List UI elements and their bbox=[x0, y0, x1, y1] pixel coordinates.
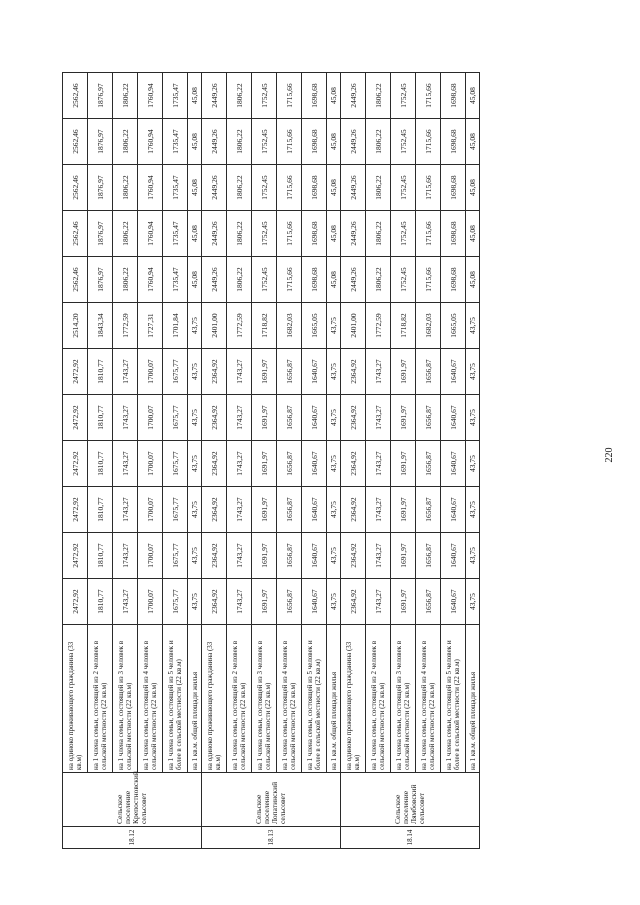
value-cell: 1876,97 bbox=[88, 257, 113, 303]
value-cell: 2401,00 bbox=[341, 303, 366, 349]
value-cell: 1760,94 bbox=[138, 165, 163, 211]
section-number: 18.14 bbox=[341, 827, 480, 849]
value-cell: 1640,67 bbox=[441, 487, 466, 533]
value-cell: 1743,27 bbox=[227, 395, 252, 441]
value-cell: 2364,92 bbox=[341, 579, 366, 625]
value-cell: 1876,97 bbox=[88, 119, 113, 165]
value-cell: 1715,66 bbox=[416, 165, 441, 211]
value-cell: 1656,87 bbox=[416, 349, 441, 395]
value-cell: 43,75 bbox=[466, 441, 480, 487]
value-cell: 1691,97 bbox=[252, 395, 277, 441]
rates-table bbox=[62, 72, 480, 849]
table-row bbox=[441, 73, 466, 849]
category-cell: на одиноко проживающего гражданина (33 кв.м) bbox=[63, 625, 88, 773]
value-cell: 2449,26 bbox=[341, 165, 366, 211]
value-cell: 1743,27 bbox=[227, 441, 252, 487]
value-cell: 1698,68 bbox=[302, 119, 327, 165]
rates-table-body bbox=[63, 73, 480, 849]
value-cell: 2364,92 bbox=[202, 441, 227, 487]
value-cell: 1876,97 bbox=[88, 211, 113, 257]
value-cell: 2449,26 bbox=[202, 257, 227, 303]
value-cell: 1656,87 bbox=[416, 441, 441, 487]
value-cell: 1806,22 bbox=[366, 257, 391, 303]
value-cell: 1743,27 bbox=[113, 579, 138, 625]
value-cell: 1656,87 bbox=[277, 487, 302, 533]
value-cell: 1691,97 bbox=[252, 579, 277, 625]
value-cell: 2562,46 bbox=[63, 73, 88, 119]
table-row bbox=[63, 73, 88, 849]
value-cell: 1640,67 bbox=[441, 579, 466, 625]
value-cell: 1656,87 bbox=[277, 441, 302, 487]
value-cell: 1806,22 bbox=[366, 73, 391, 119]
value-cell: 43,75 bbox=[188, 487, 202, 533]
value-cell: 1656,87 bbox=[277, 533, 302, 579]
value-cell: 43,75 bbox=[466, 349, 480, 395]
value-cell: 1698,68 bbox=[441, 257, 466, 303]
value-cell: 1752,45 bbox=[252, 257, 277, 303]
value-cell: 43,75 bbox=[466, 395, 480, 441]
value-cell: 1743,27 bbox=[366, 395, 391, 441]
value-cell: 43,75 bbox=[188, 579, 202, 625]
value-cell: 45,08 bbox=[327, 165, 341, 211]
value-cell: 1715,66 bbox=[416, 211, 441, 257]
value-cell: 1698,68 bbox=[302, 73, 327, 119]
value-cell: 45,08 bbox=[327, 119, 341, 165]
value-cell: 1656,87 bbox=[416, 533, 441, 579]
value-cell: 1715,66 bbox=[277, 165, 302, 211]
table-row bbox=[138, 73, 163, 849]
value-cell: 1656,87 bbox=[416, 487, 441, 533]
category-cell: на 1 члена семьи, состоящей из 4 человек в сельской местности (22 кв.м) bbox=[277, 625, 302, 773]
value-cell: 1810,77 bbox=[88, 349, 113, 395]
value-cell: 1698,68 bbox=[302, 165, 327, 211]
value-cell: 43,75 bbox=[466, 487, 480, 533]
value-cell: 2472,92 bbox=[63, 441, 88, 487]
value-cell: 1700,07 bbox=[138, 487, 163, 533]
value-cell: 1810,77 bbox=[88, 487, 113, 533]
category-cell: на одиноко проживающего гражданина (33 кв.м) bbox=[202, 625, 227, 773]
value-cell: 1640,67 bbox=[441, 395, 466, 441]
value-cell: 1760,94 bbox=[138, 73, 163, 119]
value-cell: 45,08 bbox=[188, 73, 202, 119]
value-cell: 1806,22 bbox=[113, 165, 138, 211]
value-cell: 1715,66 bbox=[277, 119, 302, 165]
value-cell: 1760,94 bbox=[138, 257, 163, 303]
value-cell: 1691,97 bbox=[391, 395, 416, 441]
table-row bbox=[252, 73, 277, 849]
value-cell: 2562,46 bbox=[63, 165, 88, 211]
value-cell: 43,75 bbox=[327, 349, 341, 395]
category-cell: на 1 члена семьи, состоящей из 3 человек в сельской местности (22 кв.м) bbox=[391, 625, 416, 773]
category-cell: на одиноко проживающего гражданина (33 кв.м) bbox=[341, 625, 366, 773]
value-cell: 43,75 bbox=[188, 349, 202, 395]
value-cell: 1772,59 bbox=[227, 303, 252, 349]
category-cell: на 1 кв.м. общей площади жилья bbox=[327, 625, 341, 773]
value-cell: 1735,47 bbox=[163, 73, 188, 119]
value-cell: 1806,22 bbox=[113, 211, 138, 257]
value-cell: 1743,27 bbox=[227, 487, 252, 533]
value-cell: 1752,45 bbox=[252, 211, 277, 257]
value-cell: 1718,82 bbox=[252, 303, 277, 349]
table-row bbox=[88, 73, 113, 849]
value-cell: 1752,45 bbox=[252, 73, 277, 119]
table-row bbox=[163, 73, 188, 849]
value-cell: 2364,92 bbox=[341, 349, 366, 395]
value-cell: 2364,92 bbox=[202, 487, 227, 533]
value-cell: 1806,22 bbox=[227, 211, 252, 257]
value-cell: 45,08 bbox=[188, 211, 202, 257]
value-cell: 1806,22 bbox=[113, 73, 138, 119]
category-cell: на 1 члена семьи, состоящей из 5 человек и более в сельской местности (22 кв.м) bbox=[441, 625, 466, 773]
value-cell: 1640,67 bbox=[302, 533, 327, 579]
value-cell: 1752,45 bbox=[252, 165, 277, 211]
value-cell: 1700,07 bbox=[138, 579, 163, 625]
table-row bbox=[366, 73, 391, 849]
value-cell: 1640,67 bbox=[302, 395, 327, 441]
value-cell: 1752,45 bbox=[391, 119, 416, 165]
value-cell: 1700,07 bbox=[138, 349, 163, 395]
value-cell: 1700,07 bbox=[138, 441, 163, 487]
value-cell: 1698,68 bbox=[302, 211, 327, 257]
value-cell: 43,75 bbox=[327, 395, 341, 441]
value-cell: 1698,68 bbox=[441, 119, 466, 165]
table-row bbox=[416, 73, 441, 849]
value-cell: 2449,26 bbox=[341, 73, 366, 119]
value-cell: 1810,77 bbox=[88, 533, 113, 579]
value-cell: 1743,27 bbox=[366, 349, 391, 395]
settlement-name: Сельское поселение Лямбовский сельсовет bbox=[341, 773, 480, 827]
value-cell: 2364,92 bbox=[202, 395, 227, 441]
value-cell: 1806,22 bbox=[227, 73, 252, 119]
value-cell: 1806,22 bbox=[113, 119, 138, 165]
value-cell: 2449,26 bbox=[202, 211, 227, 257]
value-cell: 1691,97 bbox=[391, 579, 416, 625]
value-cell: 1806,22 bbox=[227, 165, 252, 211]
value-cell: 1743,27 bbox=[113, 533, 138, 579]
value-cell: 45,08 bbox=[327, 257, 341, 303]
value-cell: 43,75 bbox=[327, 441, 341, 487]
value-cell: 43,75 bbox=[327, 579, 341, 625]
value-cell: 2449,26 bbox=[341, 119, 366, 165]
value-cell: 1691,97 bbox=[252, 487, 277, 533]
value-cell: 2401,00 bbox=[202, 303, 227, 349]
value-cell: 1675,77 bbox=[163, 487, 188, 533]
value-cell: 1806,22 bbox=[113, 257, 138, 303]
value-cell: 1640,67 bbox=[302, 349, 327, 395]
value-cell: 1718,82 bbox=[391, 303, 416, 349]
value-cell: 1640,67 bbox=[302, 579, 327, 625]
value-cell: 1682,03 bbox=[416, 303, 441, 349]
value-cell: 1691,97 bbox=[252, 533, 277, 579]
value-cell: 1675,77 bbox=[163, 395, 188, 441]
value-cell: 43,75 bbox=[188, 441, 202, 487]
value-cell: 1727,31 bbox=[138, 303, 163, 349]
category-cell: на 1 члена семьи, состоящей из 2 человек в сельской местности (22 кв.м) bbox=[88, 625, 113, 773]
value-cell: 2449,26 bbox=[202, 73, 227, 119]
value-cell: 1691,97 bbox=[252, 441, 277, 487]
value-cell: 1806,22 bbox=[227, 119, 252, 165]
value-cell: 1843,34 bbox=[88, 303, 113, 349]
value-cell: 1806,22 bbox=[366, 119, 391, 165]
settlement-name: Сельское поселение Лопатинский сельсовет bbox=[202, 773, 341, 827]
value-cell: 1810,77 bbox=[88, 441, 113, 487]
value-cell: 45,08 bbox=[188, 119, 202, 165]
value-cell: 43,75 bbox=[327, 487, 341, 533]
value-cell: 2449,26 bbox=[202, 165, 227, 211]
value-cell: 1743,27 bbox=[113, 487, 138, 533]
value-cell: 1810,77 bbox=[88, 395, 113, 441]
value-cell: 1752,45 bbox=[391, 165, 416, 211]
value-cell: 1640,67 bbox=[302, 441, 327, 487]
table-row bbox=[202, 73, 227, 849]
value-cell: 1656,87 bbox=[416, 395, 441, 441]
value-cell: 1698,68 bbox=[441, 73, 466, 119]
value-cell: 43,75 bbox=[327, 533, 341, 579]
value-cell: 1698,68 bbox=[441, 211, 466, 257]
value-cell: 45,08 bbox=[188, 257, 202, 303]
value-cell: 1752,45 bbox=[391, 73, 416, 119]
value-cell: 1665,05 bbox=[441, 303, 466, 349]
section-number: 18.13 bbox=[202, 827, 341, 849]
value-cell: 1715,66 bbox=[277, 211, 302, 257]
page-number: 220 bbox=[604, 447, 615, 463]
value-cell: 1715,66 bbox=[416, 257, 441, 303]
value-cell: 1715,66 bbox=[416, 73, 441, 119]
value-cell: 1743,27 bbox=[113, 349, 138, 395]
table-row bbox=[113, 73, 138, 849]
value-cell: 2364,92 bbox=[341, 533, 366, 579]
value-cell: 1760,94 bbox=[138, 211, 163, 257]
value-cell: 1743,27 bbox=[366, 441, 391, 487]
value-cell: 1806,22 bbox=[366, 165, 391, 211]
value-cell: 1701,84 bbox=[163, 303, 188, 349]
category-cell: на 1 кв.м. общей площади жилья bbox=[188, 625, 202, 773]
value-cell: 45,08 bbox=[327, 211, 341, 257]
value-cell: 2562,46 bbox=[63, 211, 88, 257]
table-row bbox=[277, 73, 302, 849]
category-cell: на 1 члена семьи, состоящей из 2 человек в сельской местности (22 кв.м) bbox=[227, 625, 252, 773]
value-cell: 2449,26 bbox=[202, 119, 227, 165]
table-row bbox=[466, 73, 480, 849]
category-cell: на 1 члена семьи, состоящей из 4 человек в сельской местности (22 кв.м) bbox=[138, 625, 163, 773]
category-cell: на 1 члена семьи, состоящей из 3 человек в сельской местности (22 кв.м) bbox=[113, 625, 138, 773]
value-cell: 1698,68 bbox=[302, 257, 327, 303]
value-cell: 1691,97 bbox=[252, 349, 277, 395]
value-cell: 1760,94 bbox=[138, 119, 163, 165]
value-cell: 2562,46 bbox=[63, 119, 88, 165]
value-cell: 1743,27 bbox=[366, 487, 391, 533]
settlement-name: Сельское поселение Крепостновский сельсовет bbox=[63, 773, 202, 827]
value-cell: 45,08 bbox=[188, 165, 202, 211]
category-cell: на 1 члена семьи, состоящей из 5 человек и более в сельской местности (22 кв.м) bbox=[163, 625, 188, 773]
value-cell: 1691,97 bbox=[391, 487, 416, 533]
value-cell: 45,08 bbox=[466, 165, 480, 211]
value-cell: 2364,92 bbox=[202, 349, 227, 395]
value-cell: 1735,47 bbox=[163, 257, 188, 303]
value-cell: 1752,45 bbox=[252, 119, 277, 165]
value-cell: 1743,27 bbox=[113, 441, 138, 487]
value-cell: 1735,47 bbox=[163, 165, 188, 211]
value-cell: 2364,92 bbox=[202, 579, 227, 625]
value-cell: 43,75 bbox=[466, 303, 480, 349]
value-cell: 2449,26 bbox=[341, 211, 366, 257]
category-cell: на 1 члена семьи, состоящей из 5 человек и более в сельской местности (22 кв.м) bbox=[302, 625, 327, 773]
category-cell: на 1 члена семьи, состоящей из 4 человек в сельской местности (22 кв.м) bbox=[416, 625, 441, 773]
value-cell: 1656,87 bbox=[277, 395, 302, 441]
category-cell: на 1 члена семьи, состоящей из 2 человек в сельской местности (22 кв.м) bbox=[366, 625, 391, 773]
value-cell: 45,08 bbox=[466, 119, 480, 165]
value-cell: 1640,67 bbox=[441, 441, 466, 487]
value-cell: 1806,22 bbox=[366, 211, 391, 257]
value-cell: 1675,77 bbox=[163, 441, 188, 487]
value-cell: 2364,92 bbox=[341, 441, 366, 487]
value-cell: 2562,46 bbox=[63, 257, 88, 303]
value-cell: 43,75 bbox=[188, 533, 202, 579]
value-cell: 1772,59 bbox=[113, 303, 138, 349]
value-cell: 1656,87 bbox=[277, 579, 302, 625]
value-cell: 1743,27 bbox=[113, 395, 138, 441]
value-cell: 45,08 bbox=[327, 73, 341, 119]
value-cell: 1675,77 bbox=[163, 533, 188, 579]
value-cell: 1806,22 bbox=[227, 257, 252, 303]
value-cell: 2472,92 bbox=[63, 579, 88, 625]
table-row bbox=[341, 73, 366, 849]
value-cell: 45,08 bbox=[466, 73, 480, 119]
value-cell: 2364,92 bbox=[341, 487, 366, 533]
value-cell: 1743,27 bbox=[366, 533, 391, 579]
table-row bbox=[391, 73, 416, 849]
value-cell: 45,08 bbox=[466, 257, 480, 303]
table-row bbox=[302, 73, 327, 849]
value-cell: 1682,03 bbox=[277, 303, 302, 349]
value-cell: 43,75 bbox=[188, 303, 202, 349]
section-number: 18.12 bbox=[63, 827, 202, 849]
value-cell: 1735,47 bbox=[163, 119, 188, 165]
category-cell: на 1 члена семьи, состоящей из 3 человек в сельской местности (22 кв.м) bbox=[252, 625, 277, 773]
value-cell: 1810,77 bbox=[88, 579, 113, 625]
value-cell: 2364,92 bbox=[202, 533, 227, 579]
value-cell: 1876,97 bbox=[88, 73, 113, 119]
value-cell: 1752,45 bbox=[391, 211, 416, 257]
value-cell: 1743,27 bbox=[227, 533, 252, 579]
value-cell: 1640,67 bbox=[302, 487, 327, 533]
value-cell: 43,75 bbox=[466, 579, 480, 625]
value-cell: 1700,07 bbox=[138, 395, 163, 441]
value-cell: 1656,87 bbox=[416, 579, 441, 625]
value-cell: 2472,92 bbox=[63, 395, 88, 441]
value-cell: 1752,45 bbox=[391, 257, 416, 303]
value-cell: 1743,27 bbox=[227, 349, 252, 395]
value-cell: 2472,92 bbox=[63, 349, 88, 395]
value-cell: 2472,92 bbox=[63, 487, 88, 533]
value-cell: 43,75 bbox=[466, 533, 480, 579]
value-cell: 1640,67 bbox=[441, 533, 466, 579]
table-row bbox=[227, 73, 252, 849]
value-cell: 1691,97 bbox=[391, 533, 416, 579]
value-cell: 1698,68 bbox=[441, 165, 466, 211]
value-cell: 1691,97 bbox=[391, 349, 416, 395]
value-cell: 1876,97 bbox=[88, 165, 113, 211]
value-cell: 1691,97 bbox=[391, 441, 416, 487]
value-cell: 1675,77 bbox=[163, 579, 188, 625]
value-cell: 1743,27 bbox=[366, 579, 391, 625]
value-cell: 1665,05 bbox=[302, 303, 327, 349]
value-cell: 2364,92 bbox=[341, 395, 366, 441]
value-cell: 45,08 bbox=[466, 211, 480, 257]
value-cell: 1715,66 bbox=[277, 257, 302, 303]
value-cell: 43,75 bbox=[188, 395, 202, 441]
value-cell: 2472,92 bbox=[63, 533, 88, 579]
value-cell: 1743,27 bbox=[227, 579, 252, 625]
value-cell: 1715,66 bbox=[277, 73, 302, 119]
table-row bbox=[327, 73, 341, 849]
value-cell: 1700,07 bbox=[138, 533, 163, 579]
value-cell: 1772,59 bbox=[366, 303, 391, 349]
value-cell: 43,75 bbox=[327, 303, 341, 349]
value-cell: 2514,20 bbox=[63, 303, 88, 349]
value-cell: 1715,66 bbox=[416, 119, 441, 165]
value-cell: 1735,47 bbox=[163, 211, 188, 257]
value-cell: 1675,77 bbox=[163, 349, 188, 395]
category-cell: на 1 кв.м. общей площади жилья bbox=[466, 625, 480, 773]
value-cell: 1656,87 bbox=[277, 349, 302, 395]
table-row bbox=[188, 73, 202, 849]
value-cell: 1640,67 bbox=[441, 349, 466, 395]
value-cell: 2449,26 bbox=[341, 257, 366, 303]
